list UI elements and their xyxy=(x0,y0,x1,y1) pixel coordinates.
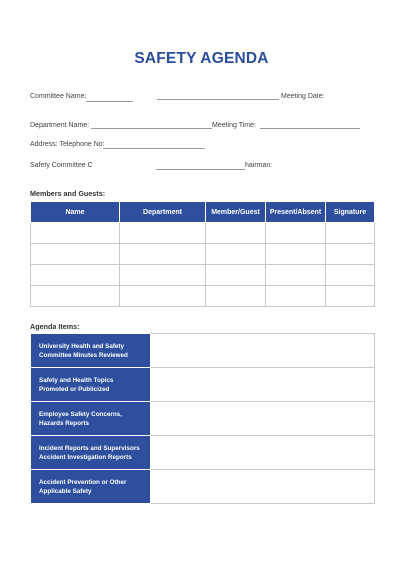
table-row xyxy=(31,244,375,265)
page-title: SAFETY AGENDA xyxy=(134,50,269,67)
agenda-label: Agenda Items: xyxy=(30,322,80,331)
name-cell[interactable] xyxy=(31,265,120,286)
agenda-table xyxy=(30,333,375,504)
agenda-row xyxy=(31,402,375,436)
name-cell[interactable] xyxy=(31,223,120,244)
header-name: Name xyxy=(31,202,120,223)
agenda-notes-cell[interactable] xyxy=(151,368,375,402)
agenda-notes-cell[interactable] xyxy=(151,436,375,470)
name-cell[interactable] xyxy=(31,286,120,307)
present-absent-cell[interactable] xyxy=(266,223,326,244)
header-signature: Signature xyxy=(326,202,375,223)
agenda-notes-cell[interactable] xyxy=(151,402,375,436)
meeting-date-line xyxy=(157,99,279,100)
header-present-absent: Present/Absent xyxy=(266,202,326,223)
committee-name-label: Committee Name: xyxy=(30,93,87,100)
department-cell[interactable] xyxy=(120,265,206,286)
agenda-notes-cell[interactable] xyxy=(151,334,375,368)
agenda-item-label: Incident Reports and Supervisors Accident Investigation Reports xyxy=(31,436,151,470)
agenda-row xyxy=(31,470,375,504)
department-cell[interactable] xyxy=(120,286,206,307)
member-guest-cell[interactable] xyxy=(206,286,266,307)
department-cell[interactable] xyxy=(120,223,206,244)
department-cell[interactable] xyxy=(120,244,206,265)
agenda-item-label: University Health and Safety Committee Minutes Reviewed xyxy=(31,334,151,368)
member-guest-cell[interactable] xyxy=(206,223,266,244)
meeting-date-label: Meeting Date: xyxy=(281,93,325,100)
members-label: Members and Guests: xyxy=(30,189,106,198)
agenda-row xyxy=(31,436,375,470)
table-row xyxy=(31,265,375,286)
department-name-label: Department Name: xyxy=(30,122,90,129)
present-absent-cell[interactable] xyxy=(266,286,326,307)
signature-cell[interactable] xyxy=(326,265,375,286)
members-table xyxy=(30,201,375,307)
agenda-item-label: Employee Safety Concerns, Hazards Reports xyxy=(31,402,151,436)
present-absent-cell[interactable] xyxy=(266,265,326,286)
hairman-label: hairman: xyxy=(245,162,273,169)
committee-name-line xyxy=(86,101,133,102)
signature-cell[interactable] xyxy=(326,244,375,265)
agenda-row xyxy=(31,368,375,402)
agenda-row xyxy=(31,334,375,368)
agenda-item-label: Safety and Health Topics Promoted or Publicized xyxy=(31,368,151,402)
meeting-time-line xyxy=(260,128,360,129)
member-guest-cell[interactable] xyxy=(206,265,266,286)
table-row xyxy=(31,286,375,307)
signature-cell[interactable] xyxy=(326,286,375,307)
name-cell[interactable] xyxy=(31,244,120,265)
header-member-guest: Member/Guest xyxy=(206,202,266,223)
meeting-time-label: Meeting Time: xyxy=(212,122,256,129)
safety-committee-label: Safety Committee C xyxy=(30,162,93,169)
header-department: Department xyxy=(120,202,206,223)
agenda-item-label: Accident Prevention or Other Applicable Safety xyxy=(31,470,151,504)
member-guest-cell[interactable] xyxy=(206,244,266,265)
address-telephone-label: Address: Telephone No: xyxy=(30,141,105,148)
present-absent-cell[interactable] xyxy=(266,244,326,265)
signature-cell[interactable] xyxy=(326,223,375,244)
department-name-line xyxy=(91,128,212,129)
table-row xyxy=(31,223,375,244)
safety-committee-line xyxy=(156,169,245,170)
members-header-row xyxy=(31,202,375,223)
address-telephone-line xyxy=(103,148,205,149)
agenda-notes-cell[interactable] xyxy=(151,470,375,504)
